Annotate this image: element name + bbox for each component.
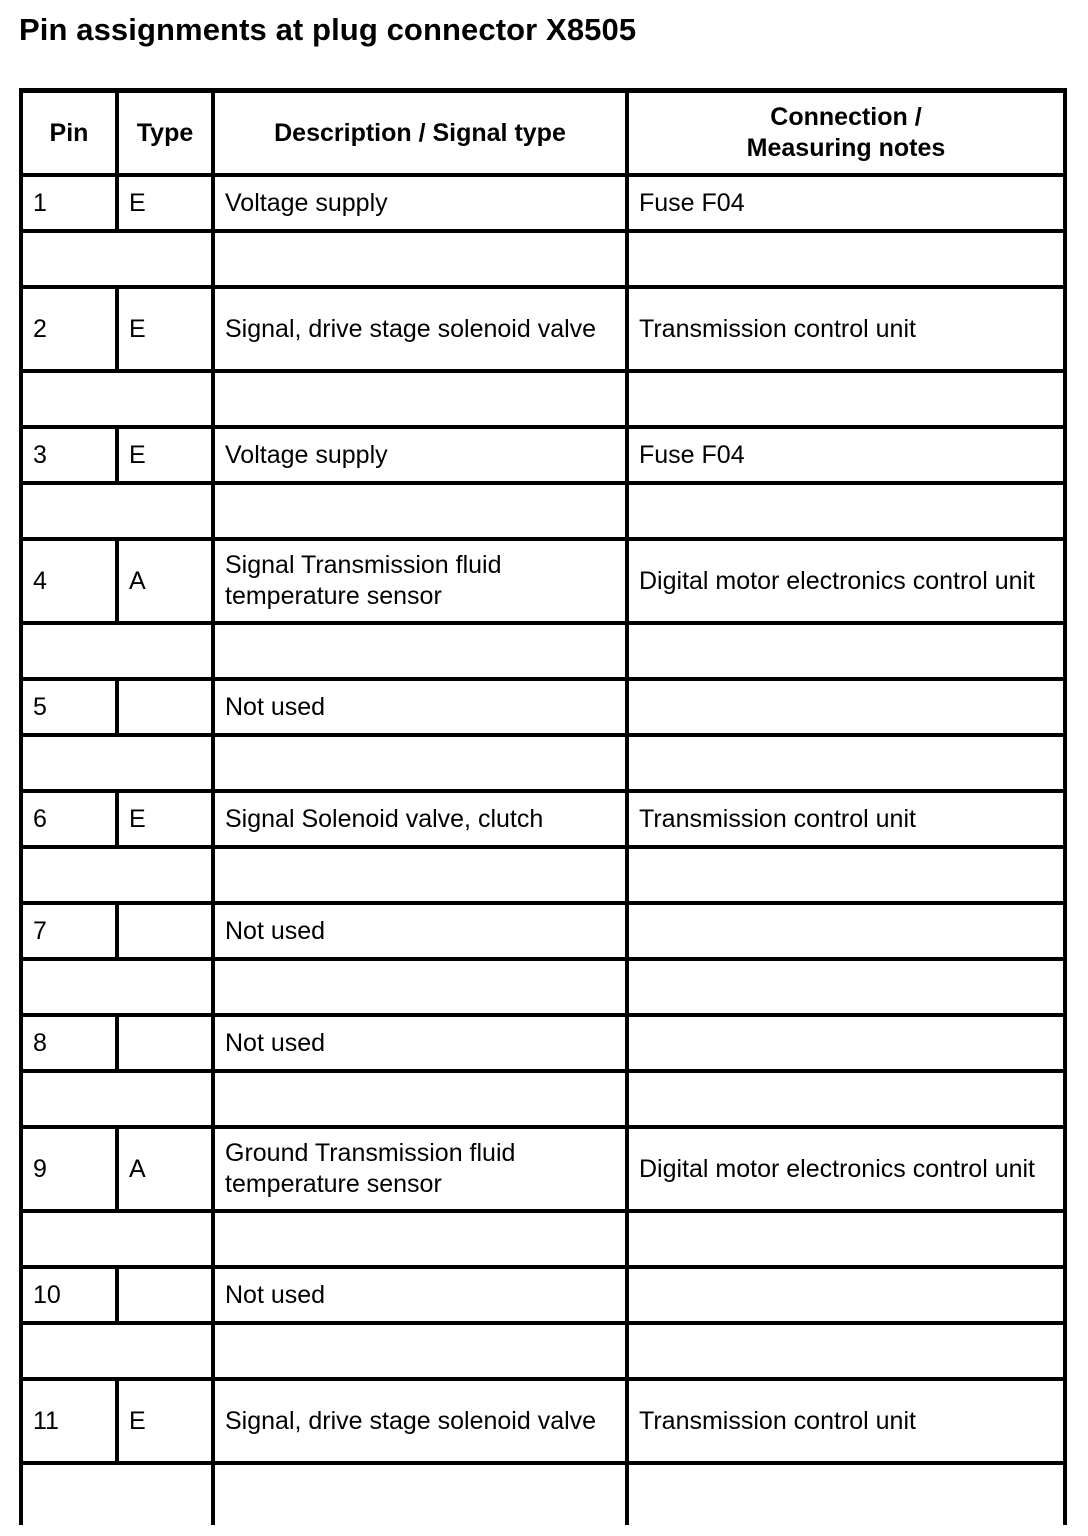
- table-spacer-row: [21, 1463, 1065, 1525]
- spacer-cell-merged: [21, 1323, 213, 1379]
- cell-type: E: [117, 287, 213, 371]
- header-pin: Pin: [21, 91, 117, 176]
- cell-type: A: [117, 539, 213, 623]
- cell-pin: 3: [21, 427, 117, 483]
- table-row: [21, 1127, 1065, 1211]
- table-spacer-row: [21, 371, 1065, 427]
- spacer-cell: [627, 847, 1065, 903]
- header-connection: [627, 91, 1065, 176]
- spacer-cell-merged: [21, 231, 213, 287]
- spacer-cell-merged: [21, 959, 213, 1015]
- spacer-cell: [213, 1463, 627, 1525]
- cell-pin: 7: [21, 903, 117, 959]
- spacer-cell-merged: [21, 1463, 213, 1525]
- spacer-cell-merged: [21, 735, 213, 791]
- header-connection-line2: Measuring notes: [746, 134, 946, 162]
- spacer-cell: [627, 959, 1065, 1015]
- header-connection-line1: Connection /: [770, 103, 922, 131]
- spacer-cell: [627, 1211, 1065, 1267]
- table-row: [21, 539, 1065, 623]
- cell-description: Ground Transmission fluid temperature sensor: [213, 1127, 627, 1211]
- page-title: Pin assignments at plug connector X8505: [19, 12, 637, 47]
- cell-connection: [627, 1267, 1065, 1323]
- spacer-cell: [213, 623, 627, 679]
- table-row: [21, 427, 1065, 483]
- cell-description: Voltage supply: [213, 427, 627, 483]
- table-header-row: [21, 91, 1065, 176]
- cell-pin: 11: [21, 1379, 117, 1463]
- table-spacer-row: [21, 1071, 1065, 1127]
- spacer-cell: [627, 735, 1065, 791]
- spacer-cell: [627, 231, 1065, 287]
- cell-connection: Transmission control unit: [627, 1379, 1065, 1463]
- cell-type: E: [117, 427, 213, 483]
- cell-pin: 1: [21, 175, 117, 231]
- cell-description: Signal Transmission fluid temperature sensor: [213, 539, 627, 623]
- table-row: [21, 903, 1065, 959]
- cell-type: [117, 1015, 213, 1071]
- table-row: [21, 1015, 1065, 1071]
- cell-type: E: [117, 791, 213, 847]
- cell-pin: 4: [21, 539, 117, 623]
- spacer-cell: [627, 1323, 1065, 1379]
- cell-connection: Digital motor electronics control unit: [627, 539, 1065, 623]
- spacer-cell: [627, 623, 1065, 679]
- cell-description: Not used: [213, 1267, 627, 1323]
- spacer-cell: [213, 959, 627, 1015]
- cell-connection: [627, 903, 1065, 959]
- table-spacer-row: [21, 959, 1065, 1015]
- table-spacer-row: [21, 231, 1065, 287]
- cell-description: Not used: [213, 679, 627, 735]
- spacer-cell: [213, 1071, 627, 1127]
- cell-connection: [627, 679, 1065, 735]
- spacer-cell-merged: [21, 483, 213, 539]
- cell-type: A: [117, 1127, 213, 1211]
- table-spacer-row: [21, 1323, 1065, 1379]
- cell-description: Not used: [213, 1015, 627, 1071]
- spacer-cell: [213, 371, 627, 427]
- spacer-cell: [213, 847, 627, 903]
- table-spacer-row: [21, 847, 1065, 903]
- cell-pin: 5: [21, 679, 117, 735]
- header-type: Type: [117, 91, 213, 176]
- spacer-cell-merged: [21, 1211, 213, 1267]
- table-spacer-row: [21, 623, 1065, 679]
- spacer-cell: [213, 483, 627, 539]
- header-description: Description / Signal type: [213, 91, 627, 176]
- table-spacer-row: [21, 1211, 1065, 1267]
- cell-type: E: [117, 1379, 213, 1463]
- table-row: [21, 679, 1065, 735]
- cell-connection: Transmission control unit: [627, 287, 1065, 371]
- table-row: [21, 791, 1065, 847]
- cell-description: Signal, drive stage solenoid valve: [213, 287, 627, 371]
- cell-description: Signal Solenoid valve, clutch: [213, 791, 627, 847]
- spacer-cell: [213, 231, 627, 287]
- cell-connection: Fuse F04: [627, 427, 1065, 483]
- cell-description: Voltage supply: [213, 175, 627, 231]
- spacer-cell: [627, 1071, 1065, 1127]
- table-row: [21, 287, 1065, 371]
- spacer-cell-merged: [21, 847, 213, 903]
- cell-description: Signal, drive stage solenoid valve: [213, 1379, 627, 1463]
- table-body: [21, 175, 1065, 1525]
- cell-pin: 2: [21, 287, 117, 371]
- cell-type: [117, 1267, 213, 1323]
- spacer-cell: [213, 735, 627, 791]
- table-row: [21, 1267, 1065, 1323]
- table-row: [21, 175, 1065, 231]
- cell-pin: 8: [21, 1015, 117, 1071]
- spacer-cell-merged: [21, 1071, 213, 1127]
- table-spacer-row: [21, 735, 1065, 791]
- cell-pin: 10: [21, 1267, 117, 1323]
- cell-connection: Digital motor electronics control unit: [627, 1127, 1065, 1211]
- spacer-cell-merged: [21, 623, 213, 679]
- spacer-cell-merged: [21, 371, 213, 427]
- cell-description: Not used: [213, 903, 627, 959]
- cell-pin: 9: [21, 1127, 117, 1211]
- cell-type: [117, 679, 213, 735]
- cell-connection: [627, 1015, 1065, 1071]
- cell-type: [117, 903, 213, 959]
- cell-connection: Transmission control unit: [627, 791, 1065, 847]
- table-row: [21, 1379, 1065, 1463]
- spacer-cell: [627, 371, 1065, 427]
- cell-connection: Fuse F04: [627, 175, 1065, 231]
- spacer-cell: [627, 1463, 1065, 1525]
- pin-assignment-table: [19, 88, 1067, 1525]
- cell-type: E: [117, 175, 213, 231]
- spacer-cell: [627, 483, 1065, 539]
- spacer-cell: [213, 1211, 627, 1267]
- spacer-cell: [213, 1323, 627, 1379]
- table-spacer-row: [21, 483, 1065, 539]
- cell-pin: 6: [21, 791, 117, 847]
